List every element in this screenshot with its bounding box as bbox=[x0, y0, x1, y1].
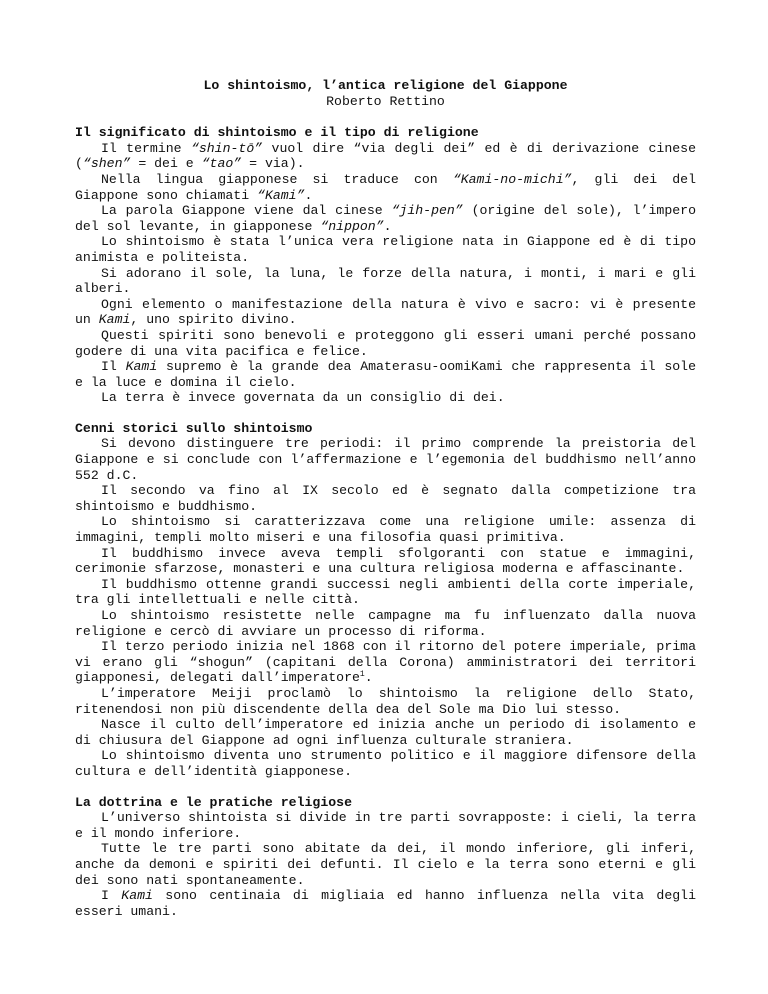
text-run: I bbox=[101, 888, 122, 904]
section-heading: La dottrina e le pratiche religiose bbox=[75, 794, 352, 810]
paragraph bbox=[75, 234, 696, 265]
paragraph bbox=[75, 639, 696, 686]
text-run: La parola Giappone viene dal cinese bbox=[101, 203, 392, 219]
paragraph bbox=[75, 172, 696, 203]
paragraph bbox=[75, 266, 696, 297]
paragraph bbox=[75, 748, 696, 779]
spacer bbox=[75, 780, 696, 795]
paragraph bbox=[75, 810, 696, 841]
paragraph bbox=[75, 436, 696, 483]
document-author: Roberto Rettino bbox=[326, 93, 445, 109]
paragraph bbox=[75, 141, 696, 172]
text-run: , gli dei del Giappone sono chiamati bbox=[75, 171, 696, 203]
italic-text: “nippon” bbox=[320, 218, 384, 234]
paragraph bbox=[75, 608, 696, 639]
italic-text: “Kami” bbox=[257, 187, 305, 203]
text-run: Nella lingua giapponese si traduce con bbox=[101, 171, 453, 187]
document-title: Lo shintoismo, l’antica religione del Giappone bbox=[203, 78, 568, 93]
section bbox=[75, 125, 696, 406]
paragraph bbox=[75, 717, 696, 748]
text-run: Il termine bbox=[101, 140, 191, 156]
italic-text: “tao” bbox=[201, 156, 242, 172]
paragraph bbox=[75, 577, 696, 608]
paragraph bbox=[75, 546, 696, 577]
italic-text: Kami bbox=[125, 359, 158, 375]
text-run: Tutte le tre parti sono abitate da dei, il mondo inferiore, gli inferi, anche da demoni e spiriti dei defunti. Il cielo e la terra sono eterni e gli dei sono nati spontaneamente. bbox=[75, 841, 696, 888]
text-run: Ogni elemento o manifestazione della natura è vivo e sacro: vi è presente un bbox=[75, 296, 696, 328]
paragraph bbox=[75, 483, 696, 514]
text-run: (origine del sole), l’impero del sol levante, in giapponese bbox=[75, 203, 696, 234]
text-run: Lo shintoismo è stata l’unica vera religione nata in Giappone ed è di tipo animista e politeista. bbox=[75, 234, 696, 265]
text-run: vuol dire “via degli dei” ed è di derivazione cinese ( bbox=[75, 140, 696, 172]
text-run: supremo è la grande dea Amaterasu-oomiKami che rappresenta il sole e la luce e domina il cielo. bbox=[75, 359, 696, 390]
italic-text: “Kami-no-michi” bbox=[452, 171, 572, 187]
paragraph bbox=[75, 841, 696, 888]
text-run: = via). bbox=[241, 156, 305, 172]
text-run: , uno spirito divino. bbox=[130, 312, 297, 328]
text-run: Il buddhismo ottenne grandi successi negli ambienti della corte imperiale, tra gli intellettuali e nelle città. bbox=[75, 576, 696, 608]
italic-text: Kami bbox=[98, 312, 131, 328]
text-run: Si adorano il sole, la luna, le forze della natura, i monti, i mari e gli alberi. bbox=[75, 265, 696, 297]
spacer bbox=[75, 406, 696, 421]
text-run: L’universo shintoista si divide in tre parti sovrapposte: i cieli, la terra e il mondo inferiore. bbox=[75, 810, 696, 841]
italic-text: Kami bbox=[121, 888, 153, 904]
text-run: L’imperatore Meiji proclamò lo shintoismo la religione dello Stato, ritenendosi non più discendente della dea del Sole ma Dio lui stesso. bbox=[75, 685, 696, 717]
text-run: Lo shintoismo diventa uno strumento politico e il maggiore difensore della cultura e dell’identità giapponese. bbox=[75, 748, 696, 779]
text-run: . bbox=[383, 218, 392, 234]
text-run: Il secondo va fino al IX secolo ed è segnato dalla competizione tra shintoismo e buddhismo. bbox=[75, 483, 696, 514]
paragraph bbox=[75, 888, 696, 919]
section bbox=[75, 421, 696, 780]
text-run: Nasce il culto dell’imperatore ed inizia anche un periodo di isolamento e di chiusura del Giappone ad ogni influenza culturale straniera. bbox=[75, 717, 696, 748]
section-heading: Il significato di shintoismo e il tipo di religione bbox=[75, 125, 479, 141]
paragraph bbox=[75, 297, 696, 328]
italic-text: “shin-tō” bbox=[190, 140, 263, 156]
text-run: Il terzo periodo inizia nel 1868 con il ritorno del potere imperiale, prima vi erano gli “shogun” (capitani della Corona) amministratori dei territori giapponesi, delegati dall’imperatore bbox=[75, 639, 696, 686]
footnote-marker: 1 bbox=[359, 670, 365, 680]
text-run: Lo shintoismo si caratterizzava come una religione umile: assenza di immagini, templi molto miseri e una filosofia quasi primitiva. bbox=[75, 514, 696, 546]
text-run: . bbox=[364, 670, 373, 686]
sections-container bbox=[75, 125, 696, 919]
text-run: Il bbox=[101, 359, 126, 375]
italic-text: “jih-pen” bbox=[391, 203, 463, 219]
paragraph bbox=[75, 390, 696, 406]
paragraph bbox=[75, 359, 696, 390]
paragraph bbox=[75, 328, 696, 359]
text-run: La terra è invece governata da un consiglio di dei. bbox=[101, 390, 505, 406]
spacer bbox=[75, 109, 696, 125]
text-run: Questi spiriti sono benevoli e proteggono gli esseri umani perché possano godere di una vita pacifica e felice. bbox=[75, 327, 696, 359]
text-run: sono centinaia di migliaia ed hanno influenza nella vita degli esseri umani. bbox=[75, 888, 696, 919]
text-run: Il buddhismo invece aveva templi sfolgoranti con statue e immagini, cerimonie sfarzose, monasteri e una cultura religiosa moderna e affascinante. bbox=[75, 545, 696, 577]
text-run: = dei e bbox=[130, 156, 202, 172]
section-heading: Cenni storici sullo shintoismo bbox=[75, 420, 313, 436]
paragraph bbox=[75, 203, 696, 234]
paragraph bbox=[75, 514, 696, 545]
paragraph bbox=[75, 686, 696, 717]
text-run: . bbox=[304, 187, 313, 203]
section bbox=[75, 795, 696, 920]
text-run: Lo shintoismo resistette nelle campagne ma fu influenzato dalla nuova religione e cercò di avviare un processo di riforma. bbox=[75, 608, 696, 639]
text-run: Si devono distinguere tre periodi: il primo comprende la preistoria del Giappone e si conclude con l’affermazione e l’egemonia del buddhismo nell’anno 552 d.C. bbox=[75, 436, 696, 483]
italic-text: “shen” bbox=[82, 156, 131, 172]
document-page bbox=[75, 78, 696, 919]
